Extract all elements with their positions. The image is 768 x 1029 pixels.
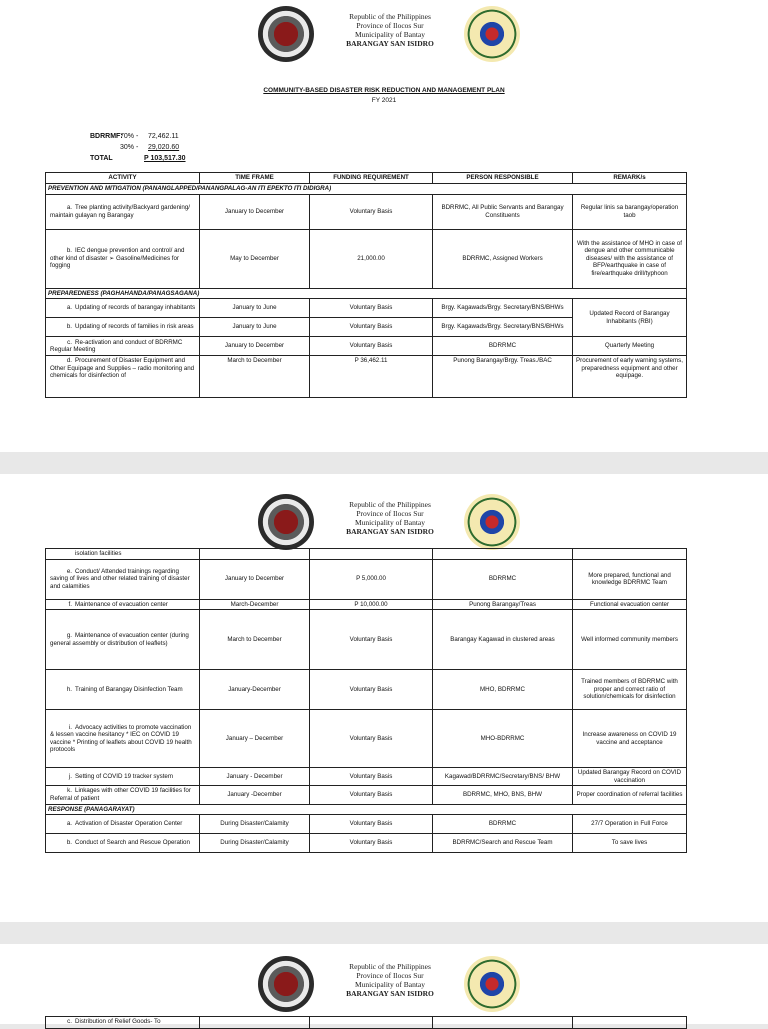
- header-line-1: Republic of the Philippines: [349, 962, 431, 971]
- activity-cell: [46, 229, 200, 288]
- activity-text: Updating of records of families in risk areas: [75, 323, 194, 331]
- col-activity: ACTIVITY: [46, 173, 200, 184]
- municipality-seal-icon: [464, 494, 520, 550]
- section-row: [46, 184, 687, 195]
- section-row: [46, 288, 687, 299]
- funding-cell: Voluntary Basis: [310, 815, 433, 834]
- activity-cell: [46, 559, 200, 599]
- plan-table-page-3: [45, 1016, 687, 1029]
- item-letter: a.: [66, 820, 72, 828]
- activity-cell: [46, 356, 200, 398]
- funding-cell: Voluntary Basis: [310, 768, 433, 786]
- activity-cell: [46, 599, 200, 610]
- time-cell: January to December: [200, 559, 310, 599]
- person-cell: BDRRMC: [433, 559, 573, 599]
- table-row: [46, 768, 687, 786]
- time-cell: March to December: [200, 356, 310, 398]
- activity-cell: [46, 768, 200, 786]
- table-row: [46, 337, 687, 356]
- activity-text: Procurement of Disaster Equipment and Other Equipage and Supplies – radio monitoring and chemicals for disinfection of: [50, 357, 195, 380]
- time-cell: January to December: [200, 194, 310, 229]
- item-letter: b.: [66, 839, 72, 847]
- page-3: [0, 944, 768, 1024]
- time-cell: March-December: [200, 599, 310, 610]
- remarks-cell: [573, 1017, 687, 1029]
- document-title: COMMUNITY-BASED DISASTER RISK REDUCTION AND MANAGEMENT PLAN: [263, 87, 505, 94]
- table-row: [46, 1017, 687, 1029]
- funding-cell: Voluntary Basis: [310, 710, 433, 768]
- page-2: [0, 474, 768, 922]
- person-cell: BDRRMC: [433, 337, 573, 356]
- table-row: [46, 559, 687, 599]
- activity-cell: [46, 670, 200, 710]
- person-cell: [433, 1017, 573, 1029]
- header-line-2: Province of Ilocos Sur: [356, 21, 424, 30]
- col-person: PERSON RESPONSIBLE: [433, 173, 573, 184]
- header-line-3: Municipality of Bantay: [355, 30, 425, 39]
- barangay-seal-icon: [258, 494, 314, 550]
- header-line-4: BARANGAY SAN ISIDRO: [346, 527, 434, 536]
- fund-total-label: TOTAL: [90, 155, 113, 162]
- header-line-3: Municipality of Bantay: [355, 518, 425, 527]
- funding-cell: Voluntary Basis: [310, 194, 433, 229]
- remarks-cell: [573, 549, 687, 560]
- table-row: [46, 299, 687, 318]
- activity-text: IEC dengue prevention and control/ and other kind of disaster ➢ Gasoline/Medicines for fogging: [50, 247, 185, 270]
- activity-cell: [46, 318, 200, 337]
- activity-cell: [46, 1017, 200, 1029]
- activity-continuation: isolation facilities: [46, 549, 200, 560]
- person-cell: MHO-BDRRMC: [433, 710, 573, 768]
- activity-text: Maintenance of evacuation center (during general assembly or distribution of leaflets): [50, 632, 189, 647]
- activity-text: Training of Barangay Disinfection Team: [75, 685, 183, 693]
- fund-70-label: 70% -: [120, 133, 139, 140]
- item-letter: h.: [66, 685, 72, 693]
- time-cell: During Disaster/Calamity: [200, 815, 310, 834]
- table-row: [46, 229, 687, 288]
- header-line-2: Province of Ilocos Sur: [356, 509, 424, 518]
- table-row: [46, 194, 687, 229]
- person-cell: BDRRMC, Assigned Workers: [433, 229, 573, 288]
- activity-text: Conduct of Search and Rescue Operation: [75, 839, 190, 847]
- table-row: [46, 815, 687, 834]
- page-1: [0, 0, 768, 452]
- person-cell: Punong Barangay/Treas: [433, 599, 573, 610]
- header-line-4: BARANGAY SAN ISIDRO: [346, 39, 434, 48]
- funding-cell: Voluntary Basis: [310, 337, 433, 356]
- col-remarks: REMARK/s: [573, 173, 687, 184]
- letterhead: [0, 0, 768, 70]
- header-line-1: Republic of the Philippines: [349, 500, 431, 509]
- section-preparedness: PREPAREDNESS (PAGHAHANDA/PANAGSAGANA): [46, 288, 687, 299]
- activity-text: Activation of Disaster Operation Center: [75, 820, 183, 828]
- activity-text: Advocacy activities to promote vaccination & lessen vaccine hesitancy * IEC on COVID 19 vaccine * Printing of leaflets about COVID 19 health protocols: [50, 723, 192, 754]
- person-cell: BDRRMC/Search and Rescue Team: [433, 834, 573, 853]
- item-letter: a.: [66, 304, 72, 312]
- activity-cell: [46, 337, 200, 356]
- time-cell: January -December: [200, 786, 310, 804]
- item-letter: e.: [66, 567, 72, 575]
- time-cell: January-December: [200, 670, 310, 710]
- item-letter: i.: [68, 723, 72, 731]
- person-cell: Brgy. Kagawads/Brgy. Secretary/BNS/BHWs: [433, 299, 573, 318]
- letterhead-text: [330, 12, 450, 48]
- item-letter: d.: [66, 357, 72, 365]
- funding-cell: Voluntary Basis: [310, 318, 433, 337]
- header-line-2: Province of Ilocos Sur: [356, 971, 424, 980]
- col-funding: FUNDING REQUIREMENT: [310, 173, 433, 184]
- item-letter: b.: [66, 323, 72, 331]
- table-header-row: [46, 173, 687, 184]
- time-cell: January to June: [200, 318, 310, 337]
- activity-text: Maintenance of evacuation center: [75, 600, 168, 608]
- activity-cell: [46, 299, 200, 318]
- remarks-cell: Procurement of early warning systems, preparedness equipment and other equipage.: [573, 356, 687, 398]
- activity-text: Tree planting activity/Backyard gardening/ maintain gulayan ng Barangay: [50, 204, 190, 219]
- item-letter: c.: [67, 1018, 72, 1025]
- table-row: [46, 356, 687, 398]
- table-row: [46, 549, 687, 560]
- activity-text: Setting of COVID 19 tracker system: [75, 772, 174, 780]
- time-cell: [200, 1017, 310, 1029]
- activity-cell: [46, 815, 200, 834]
- section-response: RESPONSE (PANAGARAYAT): [46, 804, 687, 815]
- table-row: [46, 834, 687, 853]
- letterhead-text: [330, 500, 450, 536]
- item-letter: b.: [66, 247, 72, 255]
- table-row: [46, 599, 687, 610]
- funding-cell: Voluntary Basis: [310, 299, 433, 318]
- activity-cell: [46, 710, 200, 768]
- funding-cell: 21,000.00: [310, 229, 433, 288]
- plan-table-page-2: [45, 548, 687, 853]
- funding-cell: P 5,000.00: [310, 559, 433, 599]
- item-letter: f.: [68, 600, 72, 608]
- funding-cell: P 10,000.00: [310, 599, 433, 610]
- activity-cell: [46, 834, 200, 853]
- person-cell: [433, 549, 573, 560]
- time-cell: January to December: [200, 337, 310, 356]
- header-line-4: BARANGAY SAN ISIDRO: [346, 989, 434, 998]
- activity-cell: [46, 610, 200, 670]
- header-line-3: Municipality of Bantay: [355, 980, 425, 989]
- municipality-seal-icon: [464, 956, 520, 1012]
- funding-cell: [310, 1017, 433, 1029]
- remarks-cell: Proper coordination of referral facilities: [573, 786, 687, 804]
- remarks-cell: Increase awareness on COVID 19 vaccine and acceptance: [573, 710, 687, 768]
- time-cell: During Disaster/Calamity: [200, 834, 310, 853]
- remarks-cell: More prepared, functional and knowledge BDRRMC Team: [573, 559, 687, 599]
- item-letter: k.: [67, 787, 72, 795]
- remarks-cell: Updated Record of Barangay Inhabitants (RBI): [573, 299, 687, 337]
- item-letter: a.: [66, 204, 72, 211]
- activity-cell: [46, 194, 200, 229]
- person-cell: Kagawad/BDRRMC/Secretary/BNS/ BHW: [433, 768, 573, 786]
- person-cell: Barangay Kagawad in clustered areas: [433, 610, 573, 670]
- funding-cell: Voluntary Basis: [310, 670, 433, 710]
- funding-cell: P 36,462.11: [310, 356, 433, 398]
- fund-70-value: 72,462.11: [148, 133, 179, 140]
- person-cell: BDRRMC, All Public Servants and Barangay Constituents: [433, 194, 573, 229]
- remarks-cell: Well informed community members: [573, 610, 687, 670]
- person-cell: MHO, BDRRMC: [433, 670, 573, 710]
- remarks-cell: Functional evacuation center: [573, 599, 687, 610]
- remarks-cell: Quarterly Meeting: [573, 337, 687, 356]
- fund-30-value: 29,020.60: [148, 144, 180, 151]
- remarks-cell: Trained members of BDRRMC with proper and correct ratio of solution/chemicals for disinfection: [573, 670, 687, 710]
- fund-total-value: P 103,517.30: [144, 155, 186, 162]
- header-line-1: Republic of the Philippines: [349, 12, 431, 21]
- section-row: [46, 804, 687, 815]
- person-cell: Brgy. Kagawads/Brgy. Secretary/BNS/BHWs: [433, 318, 573, 337]
- activity-cell: [46, 786, 200, 804]
- remarks-cell: To save lives: [573, 834, 687, 853]
- time-cell: March to December: [200, 610, 310, 670]
- time-cell: May to December: [200, 229, 310, 288]
- activity-text: Distribution of Relief Goods- To: [75, 1018, 161, 1025]
- document-subtitle: FY 2021: [371, 97, 397, 104]
- person-cell: BDRRMC, MHO, BNS, BHW: [433, 786, 573, 804]
- item-letter: c.: [67, 338, 72, 346]
- time-cell: January - December: [200, 768, 310, 786]
- remarks-cell: With the assistance of MHO in case of dengue and other communicable diseases/ with the assistance of BFP/earthquake in case of fire/earthquake drill/typhoon: [573, 229, 687, 288]
- time-cell: January – December: [200, 710, 310, 768]
- time-cell: January to June: [200, 299, 310, 318]
- fund-30-label: 30% -: [120, 144, 139, 151]
- activity-text: Re-activation and conduct of BDRRMC Regular Meeting: [50, 338, 183, 354]
- barangay-seal-icon: [258, 956, 314, 1012]
- table-row: [46, 710, 687, 768]
- table-row: [46, 610, 687, 670]
- municipality-seal-icon: [464, 6, 520, 62]
- person-cell: Punong Barangay/Brgy. Treas./BAC: [433, 356, 573, 398]
- item-letter: g.: [66, 632, 72, 640]
- item-letter: j.: [68, 772, 72, 780]
- barangay-seal-icon: [258, 6, 314, 62]
- fund-label: BDRRMF:: [90, 133, 123, 140]
- remarks-cell: Regular linis sa barangay/operation taob: [573, 194, 687, 229]
- plan-table-page-1: [45, 172, 687, 398]
- funding-cell: Voluntary Basis: [310, 786, 433, 804]
- activity-text: Updating of records of barangay inhabitants: [75, 304, 196, 312]
- col-time-frame: TIME FRAME: [200, 173, 310, 184]
- section-prevention: PREVENTION AND MITIGATION (PANANGLAPPED/PANANGPALAG-AN ITI EPEKTO ITI DIDIGRA): [46, 184, 687, 195]
- letterhead-text: [330, 962, 450, 998]
- funding-cell: [310, 549, 433, 560]
- person-cell: BDRRMC: [433, 815, 573, 834]
- letterhead: [0, 950, 768, 1020]
- activity-text: Linkages with other COVID 19 facilities for Referral of patient: [50, 787, 191, 802]
- funding-cell: Voluntary Basis: [310, 834, 433, 853]
- table-row: [46, 670, 687, 710]
- remarks-cell: 27/7 Operation in Full Force: [573, 815, 687, 834]
- time-cell: [200, 549, 310, 560]
- remarks-cell: Updated Barangay Record on COVID vaccination: [573, 768, 687, 786]
- table-row: [46, 786, 687, 804]
- funding-cell: Voluntary Basis: [310, 610, 433, 670]
- activity-text: Conduct/ Attended trainings regarding saving of lives and other related training of disaster and calamities: [50, 567, 190, 590]
